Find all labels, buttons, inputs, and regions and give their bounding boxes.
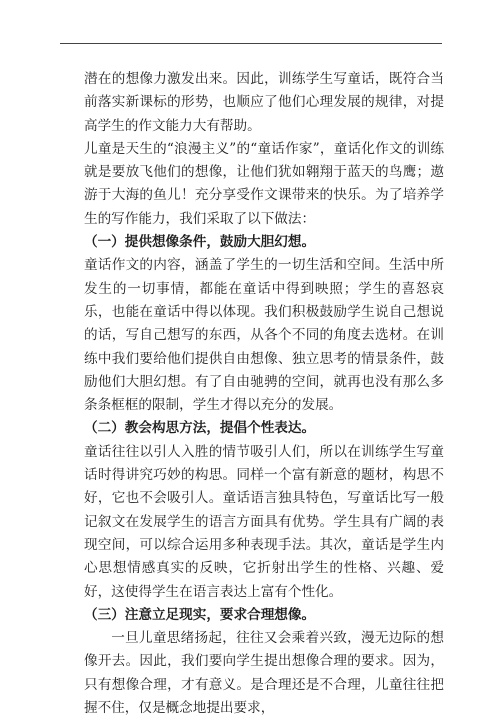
body-paragraph: 童话往往以引人入胜的情节吸引人们，所以在训练学生写童话时得讲究巧妙的构思。同样一个富有新意的题材，构思不好，它也不会吸引人。童话语言独具特色，写童话比写一般记叙文在发展学生的语言方面具有优势。学生具有广阔的表现空间，可以综合运用多种表现手法。其次，童话是学生内心思想情感真实的反映，它折射出学生的性格、兴趣、爱好，这使得学生在语言表达上富有个性化。 xyxy=(84,443,444,600)
section-heading: （三）注意立足现实，要求合理想像。 xyxy=(84,606,316,623)
body-paragraph: 童话作文的内容，涵盖了学生的一切生活和空间。生活中所发生的一切事情，都能在童话中得到映照；学生的喜怒哀乐，也能在童话中得以体现。我们积极鼓励学生说自己想说的话，写自己想写的东西，从各个不同的角度去选材。在训练中我们要给他们提供自由想像、独立思考的情景条件，鼓励他们大胆幻想。有了自由驰骋的空间，就再也没有那么多条条框框的限制，学生才得以充分的发展。 xyxy=(84,257,444,414)
document-body xyxy=(84,68,444,720)
section-heading: （二）教会构思方法，提倡个性表达。 xyxy=(84,420,316,437)
body-paragraph: 儿童是天生的“浪漫主义”的“童话作家”，童话化作文的训练就是要放飞他们的想像，让他们犹如翱翔于蓝天的鸟鹰；遨游于大海的鱼儿！充分享受作文课带来的快乐。为了培养学生的写作能力，我们采取了以下做法： xyxy=(84,140,444,227)
body-paragraph: 一旦儿童思绪扬起，往往又会乘着兴致，漫无边际的想像开去。因此，我们要向学生提出想像合理的要求。因为，只有想像合理，才有意义。是合理还是不合理，儿童往往把握不住，仅是概念地提出要求， xyxy=(84,630,444,717)
body-paragraph: 潜在的想像力激发出来。因此，训练学生写童话，既符合当前落实新课标的形势，也顺应了他们心理发展的规律，对提高学生的作文能力大有帮助。 xyxy=(84,71,444,134)
header-rule xyxy=(60,43,442,44)
section-heading: （一）提供想像条件，鼓励大胆幻想。 xyxy=(84,234,316,251)
